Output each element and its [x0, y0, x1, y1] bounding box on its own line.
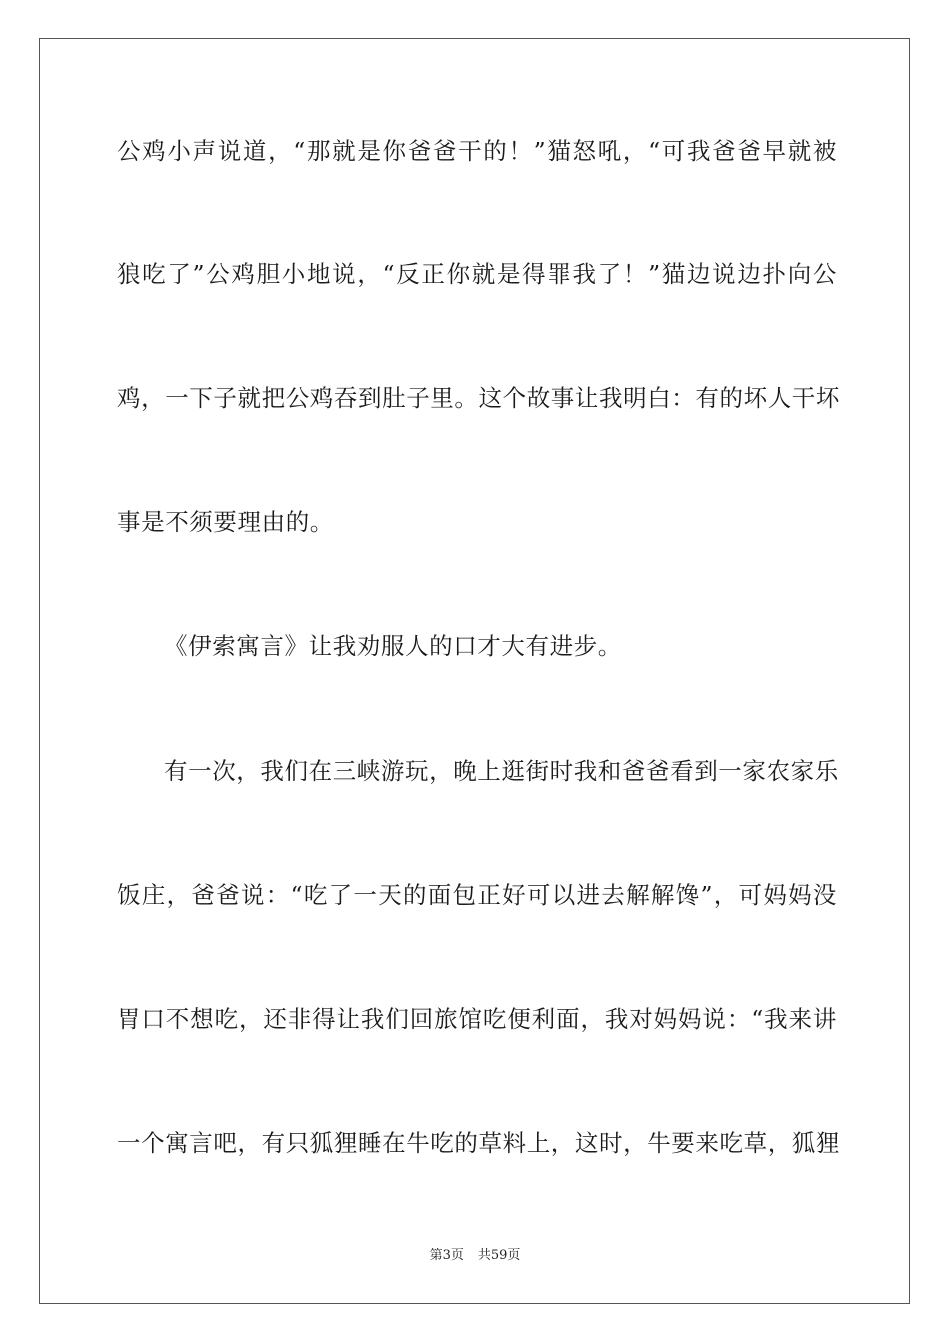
text-line: 事是不须要理由的。	[117, 508, 334, 536]
text-line: 公鸡小声说道，“那就是你爸爸干的！”猫怒吼，“可我爸爸早就被	[117, 137, 837, 165]
paragraph-line: 有一次，我们在三峡游玩，晚上逛街时我和爸爸看到一家农家乐	[164, 757, 839, 785]
page-border	[39, 38, 910, 1304]
text-line: 一个寓言吧，有只狐狸睡在牛吃的草料上，这时，牛要来吃草，狐狸	[117, 1129, 840, 1157]
text-line: 胃口不想吃，还非得让我们回旅馆吃便利面，我对妈妈说：“我来讲	[117, 1005, 837, 1033]
text-line: 鸡，一下子就把公鸡吞到肚子里。这个故事让我明白：有的坏人干坏	[117, 384, 840, 412]
text-line: 饭庄，爸爸说：“吃了一天的面包正好可以进去解解馋”，可妈妈没	[117, 881, 837, 909]
page-number: 第3页	[429, 1248, 464, 1263]
paragraph-line: 《伊索寓言》让我劝服人的口才大有进步。	[164, 632, 622, 660]
text-line: 狼吃了”公鸡胆小地说，“反正你就是得罪我了！”猫边说边扑向公	[117, 260, 837, 288]
page-total: 共59页	[477, 1248, 521, 1263]
page-footer	[0, 1248, 950, 1264]
